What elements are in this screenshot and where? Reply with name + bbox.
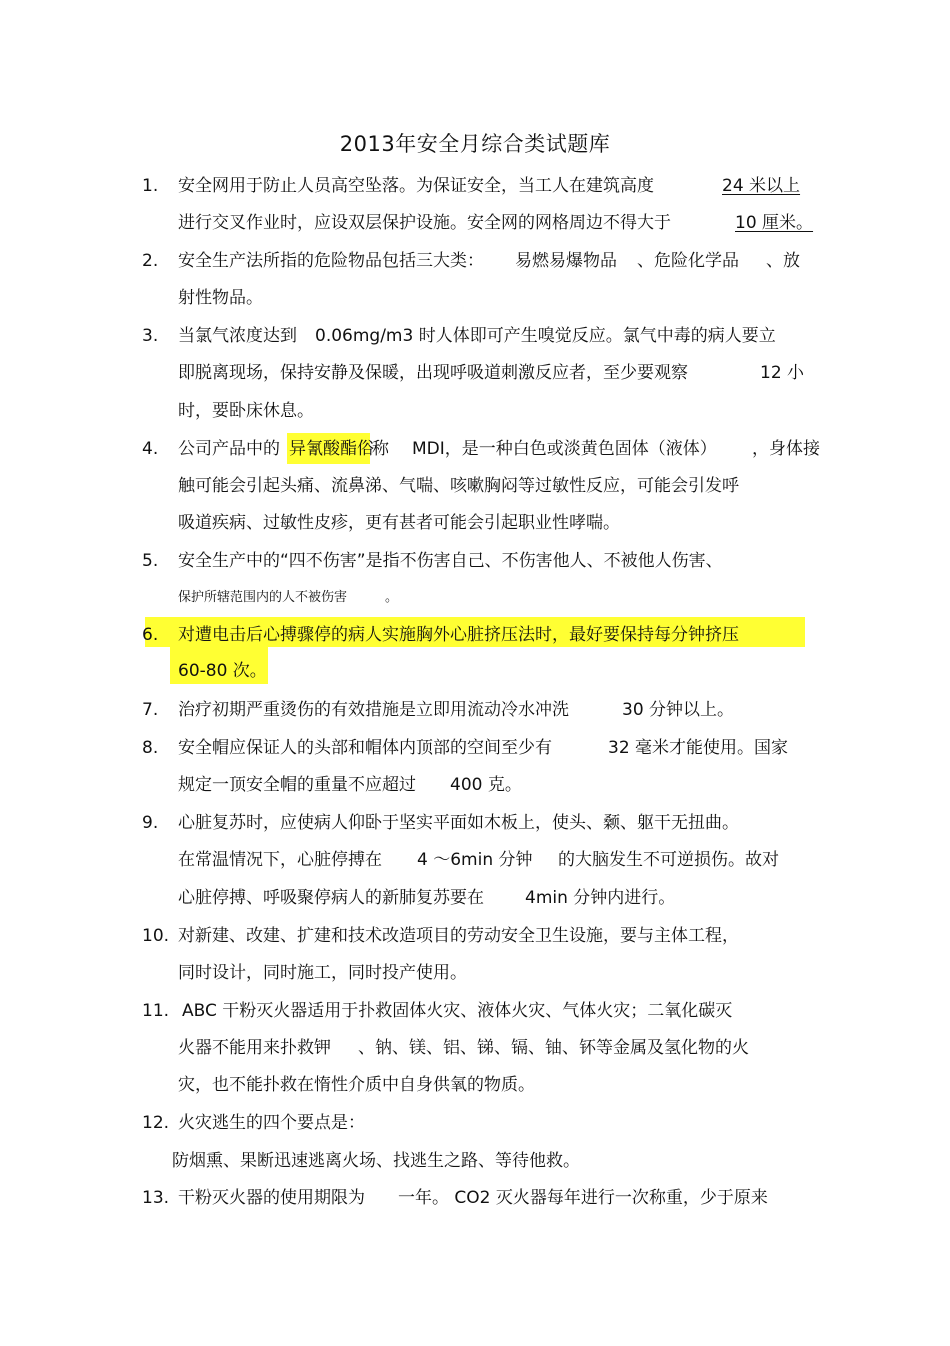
q3-answer-hours: 12 小 (760, 363, 805, 383)
q5-line2: 保护所辖范围内的人不被伤害 (178, 590, 348, 605)
q4-line2: 触可能会引起头痛、流鼻涕、气喘、咳嗽胸闷等过敏性反应，可能会引发呼 (178, 476, 739, 496)
item-number: 3. (142, 326, 159, 346)
q4-line3: 吸道疾病、过敏性皮疹，更有甚者可能会引起职业性哮喘。 (178, 513, 620, 533)
item-number: 11. (142, 1001, 170, 1021)
q2-line1: 安全生产法所指的危险物品包括三大类： (178, 251, 484, 271)
q13-line1a: 干粉灭火器的使用期限为 (178, 1188, 365, 1208)
q13-line1b: 一年。 CO2 灭火器每年进行一次称重，少于原来 (398, 1188, 768, 1208)
q2-answer-2: 、危险化学品 (637, 251, 739, 271)
q1-answer-height: 24 米以上 (722, 176, 801, 196)
q12-line1: 火灾逃生的四个要点是： (178, 1113, 365, 1133)
q2-answer-3: 、放 (766, 251, 800, 271)
q8-line1: 安全帽应保证人的头部和帽体内顶部的空间至少有 (178, 738, 552, 758)
q9-line1: 心脏复苏时，应使病人仰卧于坚实平面如木板上，使头、颡、躯干无扭曲。 (178, 813, 739, 833)
q7-line1: 治疗初期严重烫伤的有效措施是立即用流动冷水冲洗 (178, 700, 569, 720)
q8-answer-1: 32 毫米才能使用。国家 (608, 738, 789, 758)
q5-line1: 安全生产中的“四不伤害”是指不伤害自己、不伤害他人、不被他人伤害、 (178, 551, 723, 571)
q1-line2: 进行交叉作业时，应设双层保护设施。安全网的网格周边不得大于 (178, 213, 671, 233)
q4-line1c: MDI，是一种白色或淡黄色固体（液体） (412, 439, 717, 459)
q10-line2: 同时设计，同时施工，同时投产使用。 (178, 963, 467, 983)
q3-line2: 即脱离现场，保持安静及保暖，出现呼吸道刺激反应者，至少要观察 (178, 363, 688, 383)
q10-line1: 对新建、改建、扩建和技术改造项目的劳动安全卫生设施，要与主体工程， (178, 926, 739, 946)
q1-answer-mesh: 10 厘米。 (735, 213, 814, 233)
q1-line1: 安全网用于防止人员高空坠落。为保证安全，当工人在建筑高度 (178, 176, 654, 196)
q9-answer-1: 4 ～6min 分钟 (417, 850, 533, 870)
q4-line1b: 称 (372, 439, 389, 459)
q11-line3: 灾，也不能扑救在惰性介质中自身供氧的物质。 (178, 1075, 535, 1095)
q8-answer-2: 400 克。 (450, 775, 522, 795)
q2-line2: 射性物品。 (178, 288, 263, 308)
item-number: 4. (142, 439, 159, 459)
q3-line1a: 当氯气浓度达到 (178, 326, 297, 346)
q3-line1b: 0.06mg/m3 时人体即可产生嗅觉反应。氯气中毒的病人要立 (315, 326, 776, 346)
q9-line3a: 心脏停搏、呼吸聚停病人的新肺复苏要在 (178, 888, 484, 908)
item-number: 9. (142, 813, 159, 833)
q6-line2: 60-80 次。 (178, 661, 267, 681)
item-number: 6. (142, 625, 159, 645)
q9-line2a: 在常温情况下，心脏停搏在 (178, 850, 382, 870)
item-number: 5. (142, 551, 159, 571)
item-number: 12. (142, 1113, 170, 1133)
q11-line1: ABC 干粉灭火器适用于扑救固体火灾、液体火灾、气体火灾；二氧化碳灭 (182, 1001, 733, 1021)
q7-answer: 30 分钟以上。 (622, 700, 735, 720)
q9-answer-2: 4min 分钟内进行。 (525, 888, 676, 908)
q11-line2b: 、钠、镁、铝、锑、镉、铀、钚等金属及氢化物的火 (358, 1038, 749, 1058)
q4-highlighted-term: 异氰酸酯俗 (287, 433, 370, 464)
q2-answer-1: 易燃易爆物品 (515, 251, 617, 271)
q12-answer: 防烟熏、果断迅速逃离火场、找逃生之路、等待他救。 (172, 1151, 580, 1171)
q9-line2c: 的大脑发生不可逆损伤。故对 (558, 850, 779, 870)
q8-line2: 规定一顶安全帽的重量不应超过 (178, 775, 416, 795)
q4-line1d: ，身体接 (752, 439, 820, 459)
q3-line3: 时，要卧床休息。 (178, 401, 314, 421)
item-number: 2. (142, 251, 159, 271)
q5-line2-end: 。 (385, 590, 399, 605)
item-number: 10. (142, 926, 170, 946)
q4-line1a: 公司产品中的 (178, 439, 280, 459)
item-number: 8. (142, 738, 159, 758)
item-number: 1. (142, 176, 159, 196)
item-number: 7. (142, 700, 159, 720)
page-title: 2013年安全月综合类试题库 (339, 132, 611, 156)
item-number: 13. (142, 1188, 170, 1208)
q6-line1: 对遭电击后心搏骤停的病人实施胸外心脏挤压法时，最好要保持每分钟挤压 (178, 625, 739, 645)
q11-line2a: 火器不能用来扑救钾 (178, 1038, 331, 1058)
